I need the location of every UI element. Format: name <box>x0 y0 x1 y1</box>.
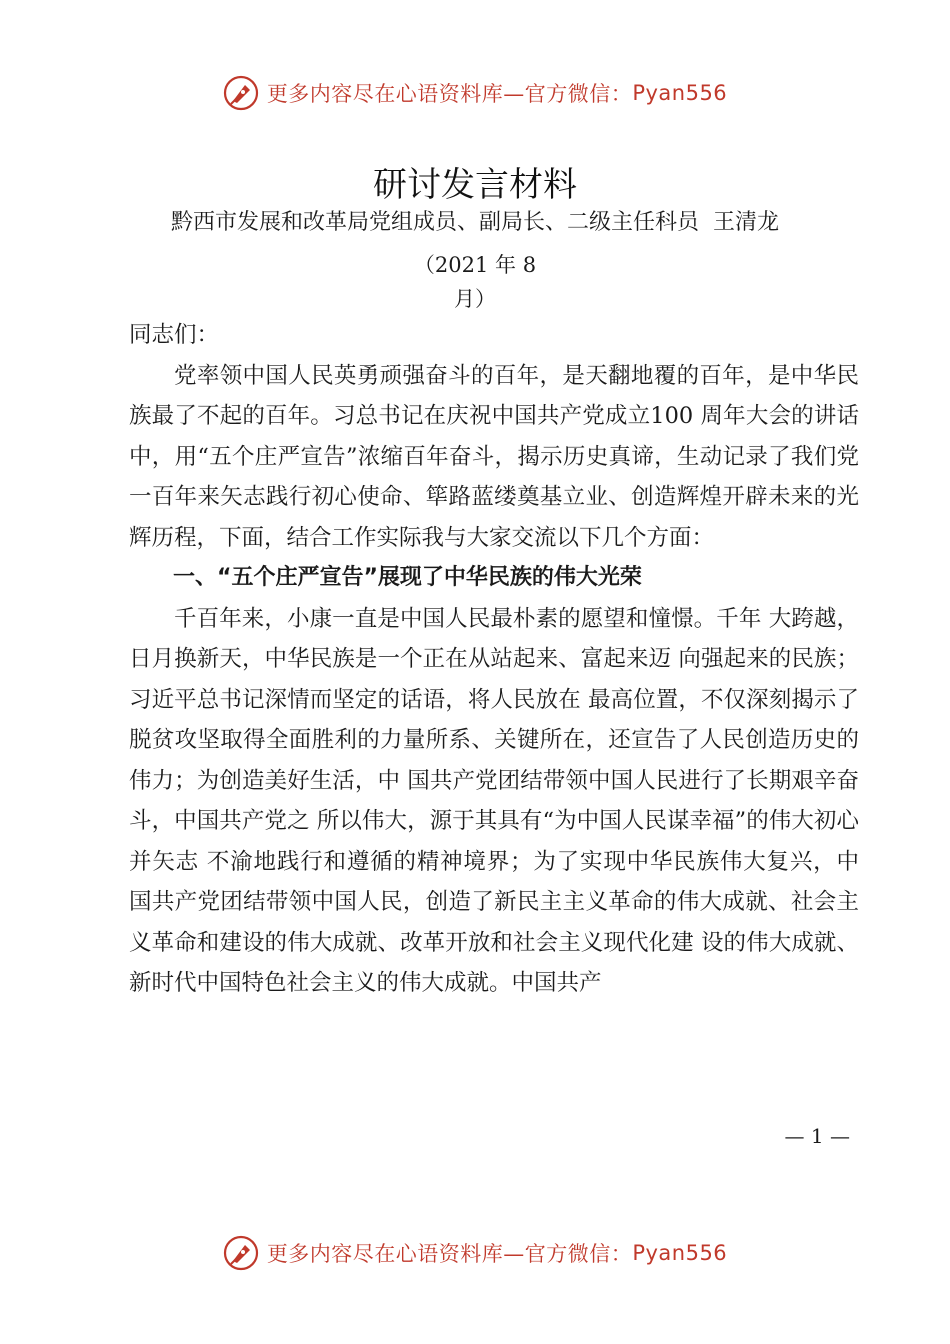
document-title: 研讨发言材料 <box>373 165 577 205</box>
paragraph-section-1: 千百年来，小康一直是中国人民最朴素的愿望和憧憬。千年 大跨越，日月换新天，中华民族是一个正在从站起来、富起来迈 向强起来的民族；习近平总书记深情而坚定的话语，将人民放在 最高位置，不仅深刻揭示了脱贫攻坚取得全面胜利的力量所系、关键所在，还宣告了人民创造历史的伟力；为创造美好生活，中 国共产党团结带领中国人民进行了长期艰辛奋斗，中国共产党之 所以伟大，源于其具有“为中国人民谋幸福”的伟大初心并矢志 不渝地践行和遵循的精神境界；为了实现中华民族伟大复兴，中 国共产党团结带领中国人民，创造了新民主主义革命的伟大成就、社会主义革命和建设的伟大成就、改革开放和社会主义现代化建 设的伟大成就、新时代中国特色社会主义的伟大成就。中国共产 <box>129 605 859 996</box>
salutation: 同志们： <box>129 322 220 348</box>
document-date <box>0 248 950 316</box>
banner-text: 更多内容尽在心语资料库—官方微信： <box>266 1242 633 1266</box>
author-affiliation: 黔西市发展和改革局党组成员、副局长、二级主任科员 <box>170 210 699 235</box>
banner-text: 更多内容尽在心语资料库—官方微信： <box>266 82 633 106</box>
document-body <box>129 315 859 1004</box>
author-line <box>0 205 950 236</box>
paragraph-intro: 党率领中国人民英勇顽强奋斗的百年，是天翻地覆的百年，是中华民族最了不起的百年。习总书记在庆祝中国共产党成立100 周年大会的讲话中，用“五个庄严宣告”浓缩百年奋斗，揭示历史真谛，生动记录了我们党一百年来矢志践行初心使命、筚路蓝缕奠基立业、创造辉煌开辟未来的光辉历程，下面，结合工作实际我与大家交流以下几个方面： <box>129 362 859 551</box>
author-name: 王清龙 <box>713 210 780 235</box>
date-line-2: 月） <box>454 287 496 311</box>
pen-nib-logo-icon <box>223 1235 259 1271</box>
section-heading-1: 一、“五个庄严宣告”展现了中华民族的伟大光荣 <box>173 565 642 590</box>
banner-wechat-id: Pyan556 <box>632 81 728 105</box>
banner-wechat-id: Pyan556 <box>632 1241 728 1265</box>
date-line-1: （2021 年 8 <box>413 253 537 277</box>
watermark-banner-top <box>0 68 950 118</box>
pen-nib-logo-icon <box>223 75 259 111</box>
page-number: — 1 — <box>784 1124 850 1148</box>
watermark-banner-bottom <box>0 1228 950 1278</box>
